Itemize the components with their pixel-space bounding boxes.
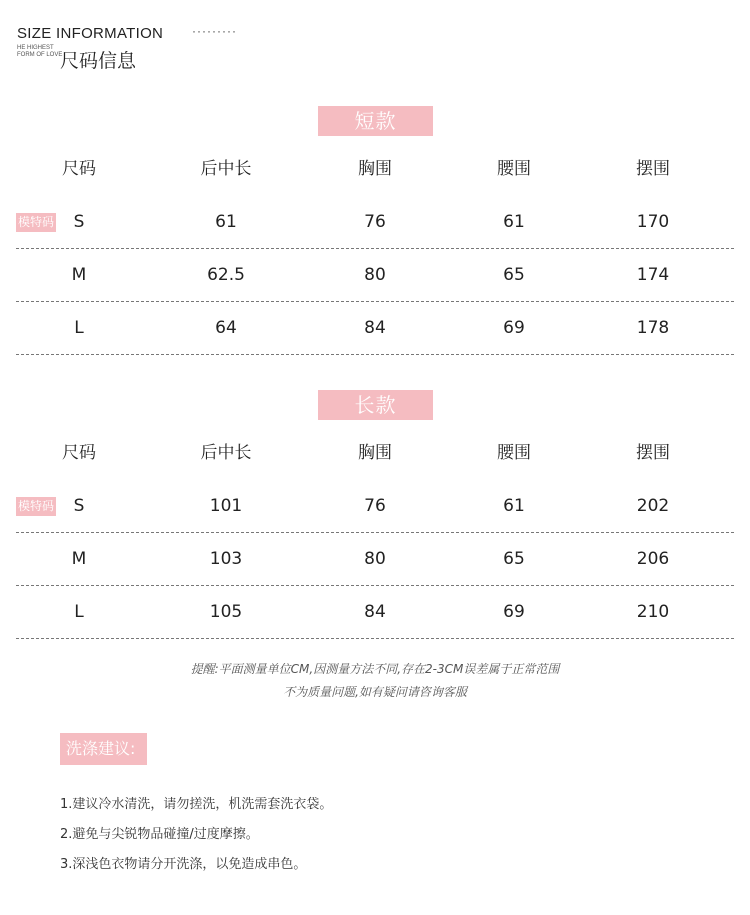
table-cell: 69 (503, 318, 525, 338)
table-cell: 210 (636, 602, 670, 622)
table-cell: 206 (636, 549, 670, 569)
table-header-row (0, 427, 750, 480)
table-cell: 76 (364, 496, 386, 516)
table-cell: 101 (209, 496, 243, 516)
table-cell: 61 (503, 496, 525, 516)
wash-section-title: 洗涤建议: (60, 733, 147, 765)
table-cell: 65 (503, 265, 525, 285)
column-header-waist: 腰围 (497, 159, 531, 179)
column-header-hem: 摆围 (636, 159, 670, 179)
table-cell: 202 (636, 496, 670, 516)
column-header-length: 后中长 (200, 443, 252, 463)
table-cell: 80 (364, 549, 386, 569)
column-header-hem: 摆围 (636, 443, 670, 463)
column-header-chest: 胸围 (358, 443, 392, 463)
column-header-length: 后中长 (200, 159, 252, 179)
wash-item: 2.避免与尖锐物品碰撞/过度摩擦。 (60, 827, 259, 842)
table-cell: 76 (364, 212, 386, 232)
table-row (0, 586, 750, 639)
table-row (0, 249, 750, 302)
table-row (0, 533, 750, 586)
header-dots: ········· (192, 24, 237, 38)
table-cell: S (73, 212, 85, 232)
model-size-badge: 模特码 (16, 497, 56, 516)
column-header-size: 尺码 (62, 443, 96, 463)
table-row (0, 480, 750, 533)
table-cell: 170 (636, 212, 670, 232)
measurement-note: 提醒:平面测量单位CM,因测量方法不同,存在2-3CM误差属于正常范围 (190, 662, 560, 676)
table-cell: 61 (215, 212, 237, 232)
table-cell: 174 (636, 265, 670, 285)
wash-item: 3.深浅色衣物请分开洗涤，以免造成串色。 (60, 857, 307, 872)
column-header-chest: 胸围 (358, 159, 392, 179)
header-tagline-line2: FORM OF LOVE (17, 52, 63, 58)
table-cell: 69 (503, 602, 525, 622)
table-cell: 84 (364, 602, 386, 622)
short-section-title: 短款 (318, 106, 433, 136)
table-cell: L (74, 602, 84, 622)
table-cell: 65 (503, 549, 525, 569)
table-cell: 105 (209, 602, 243, 622)
table-cell: 61 (503, 212, 525, 232)
long-size-table (0, 427, 750, 639)
column-header-size: 尺码 (62, 159, 96, 179)
table-row (0, 302, 750, 355)
header-chinese-title: 尺码信息 (60, 50, 137, 72)
table-header-row (0, 143, 750, 196)
column-header-waist: 腰围 (497, 443, 531, 463)
header-tagline-line1: HE HIGHEST (17, 45, 54, 51)
table-cell: L (74, 318, 84, 338)
table-cell: 178 (636, 318, 670, 338)
table-row (0, 196, 750, 249)
table-cell: 80 (364, 265, 386, 285)
model-size-badge: 模特码 (16, 213, 56, 232)
table-cell: 84 (364, 318, 386, 338)
table-cell: M (71, 265, 87, 285)
long-section-title: 长款 (318, 390, 433, 420)
wash-item: 1.建议冷水清洗，请勿搓洗，机洗需套洗衣袋。 (60, 797, 333, 812)
table-cell: S (73, 496, 85, 516)
short-size-table (0, 143, 750, 355)
customer-service-note: 不为质量问题,如有疑问请咨询客服 (283, 685, 467, 699)
table-cell: 103 (209, 549, 243, 569)
table-cell: 62.5 (207, 265, 245, 285)
table-cell: 64 (215, 318, 237, 338)
header-english-title: SIZE INFORMATION (17, 25, 164, 42)
table-cell: M (71, 549, 87, 569)
